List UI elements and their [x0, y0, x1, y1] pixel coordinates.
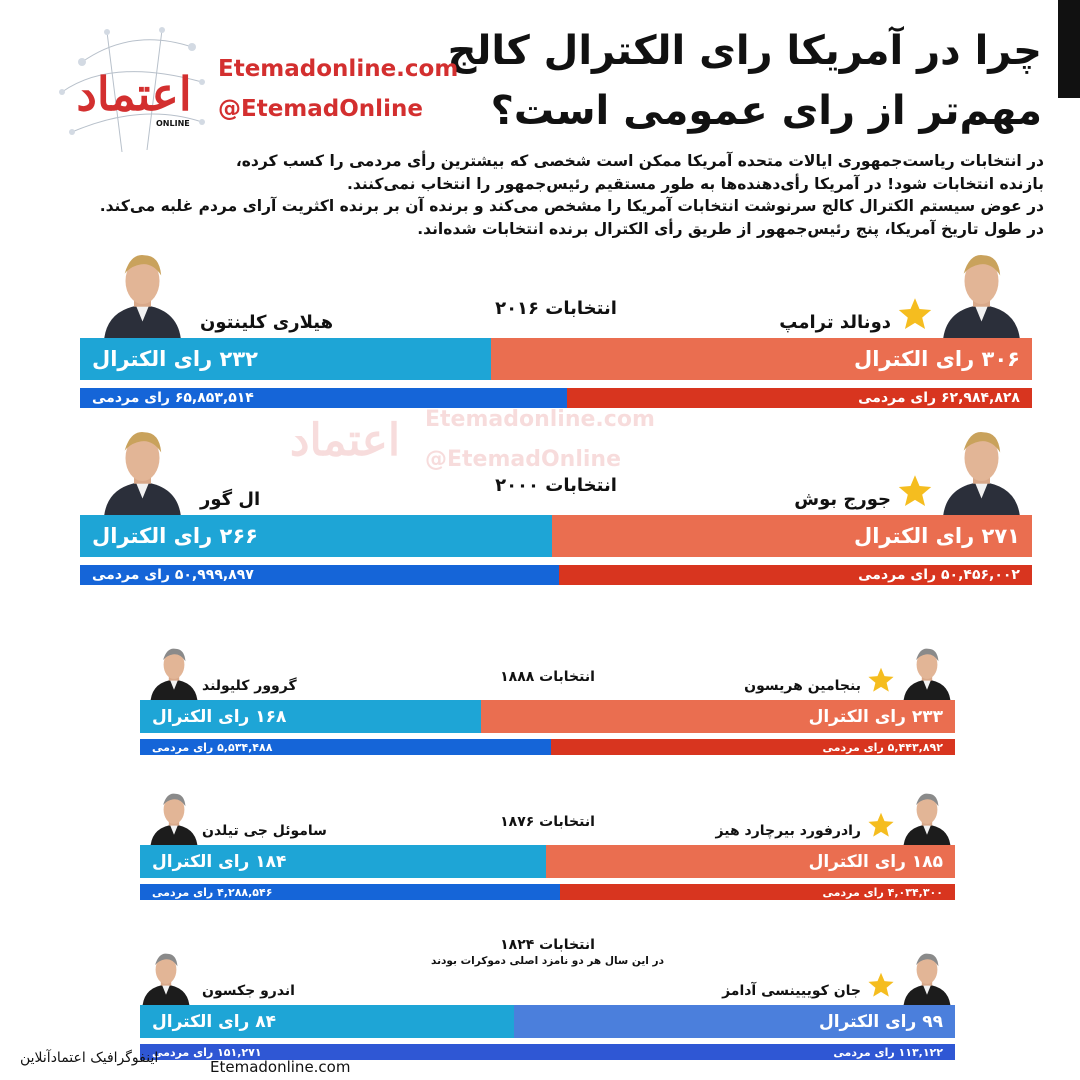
svg-text:اعتماد: اعتماد: [289, 415, 401, 466]
electoral-vote-bar: [140, 845, 955, 878]
loser-popular-bar: [80, 565, 559, 585]
site-url[interactable]: Etemadonline.com: [218, 56, 459, 82]
popular-vote-bar: [80, 388, 1032, 408]
title-accent-strip: [1058, 0, 1080, 98]
popular-vote-bar: [140, 739, 955, 755]
svg-text:ONLINE: ONLINE: [156, 119, 190, 128]
winner-electoral-label: ۲۳۳ رای الکترال: [808, 706, 943, 727]
loser-electoral-label: ۲۶۶ رای الکترال: [92, 524, 258, 548]
winner-popular-bar: [567, 388, 1032, 408]
winner-electoral-bar: [552, 515, 1032, 557]
winner-popular-bar: [606, 1044, 955, 1060]
loser-electoral-bar: [140, 845, 546, 878]
winner-popular-label: ۵,۴۴۳,۸۹۲ رای مردمی: [822, 740, 943, 754]
winner-popular-label: ۱۱۳,۱۲۲ رای مردمی: [833, 1045, 943, 1059]
loser-popular-label: ۵۰,۹۹۹,۸۹۷ رای مردمی: [92, 567, 254, 583]
footer-credit: اینفوگرافیک اعتمادآنلاین: [20, 1050, 159, 1066]
loser-electoral-label: ۱۶۸ رای الکترال: [152, 706, 287, 727]
watermark-handle: @EtemadOnline: [425, 447, 622, 472]
winner-popular-bar: [559, 565, 1032, 585]
winner-popular-bar: [560, 884, 955, 900]
winner-electoral-label: ۳۰۶ رای الکترال: [854, 347, 1020, 371]
winner-portrait: [901, 643, 953, 700]
election-year-label: انتخابات ۲۰۰۰: [495, 475, 617, 496]
election-0: [80, 248, 1032, 413]
social-handle[interactable]: @EtemadOnline: [218, 96, 423, 122]
election-1: [80, 425, 1032, 590]
winner-name: بنجامین هریسون: [744, 678, 861, 694]
footer-site[interactable]: Etemadonline.com: [210, 1058, 351, 1076]
election-year-label: انتخابات ۲۰۱۶: [495, 298, 617, 319]
loser-name: هیلاری کلینتون: [200, 312, 334, 333]
loser-name: اندرو جکسون: [202, 983, 295, 999]
winner-popular-label: ۶۲,۹۸۴,۸۲۸ رای مردمی: [858, 390, 1020, 406]
winner-popular-label: ۵۰,۴۵۶,۰۰۲ رای مردمی: [858, 567, 1020, 583]
loser-electoral-bar: [80, 338, 491, 380]
winner-popular-bar: [551, 739, 955, 755]
popular-vote-bar: [140, 884, 955, 900]
election-3: [140, 775, 955, 904]
intro-line-2: بازنده انتخابات شود! در آمریکا رأی‌دهنده‌ها به طور مستقیم رئیس‌جمهور را انتخاب نمی‌کنند.: [347, 174, 1044, 193]
electoral-vote-bar: [80, 338, 1032, 380]
winner-portrait: [939, 423, 1024, 515]
loser-portrait: [100, 423, 185, 515]
winner-portrait: [939, 246, 1024, 338]
winner-electoral-bar: [481, 700, 955, 733]
electoral-vote-bar: [80, 515, 1032, 557]
loser-portrait: [100, 246, 185, 338]
election-year-label: انتخابات ۱۸۲۴: [500, 937, 595, 953]
loser-electoral-label: ۸۴ رای الکترال: [152, 1011, 276, 1032]
winner-popular-label: ۴,۰۳۴,۳۰۰ رای مردمی: [822, 885, 943, 899]
page-title-line-2: مهم‌تر از رای عمومی است؟: [490, 88, 1042, 134]
loser-electoral-bar: [140, 700, 481, 733]
winner-electoral-label: ۲۷۱ رای الکترال: [854, 524, 1020, 548]
winner-electoral-bar: [491, 338, 1032, 380]
loser-name: گروور کلیولند: [202, 678, 297, 694]
etemad-logo: [52, 22, 212, 157]
winner-electoral-bar: [546, 845, 955, 878]
winner-name: جان کوییینسی آدامز: [722, 983, 861, 999]
winner-electoral-bar: [514, 1005, 955, 1038]
loser-popular-bar: [140, 884, 560, 900]
winner-star-icon: [897, 296, 933, 332]
loser-electoral-label: ۲۳۲ رای الکترال: [92, 347, 258, 371]
election-4: [140, 935, 955, 1064]
electoral-vote-bar: [140, 1005, 955, 1038]
loser-portrait: [140, 948, 192, 1005]
page-title-line-1: چرا در آمریکا رای الکترال کالج: [447, 28, 1042, 74]
winner-electoral-label: ۱۸۵ رای الکترال: [808, 851, 943, 872]
intro-line-3: در عوض سیستم الکترال کالج سرنوشت انتخابات آمریکا را مشخص می‌کند و برنده آن بر برنده اکثریت آرای مردم غلبه می‌کند.: [99, 197, 1044, 215]
loser-popular-bar: [140, 739, 551, 755]
watermark-site: Etemadonline.com: [425, 407, 655, 432]
loser-popular-label: ۵,۵۳۴,۴۸۸ رای مردمی: [152, 740, 273, 754]
loser-electoral-bar: [80, 515, 552, 557]
intro-paragraph: [34, 150, 1044, 240]
winner-electoral-label: ۹۹ رای الکترال: [818, 1011, 943, 1032]
loser-electoral-label: ۱۸۴ رای الکترال: [152, 851, 287, 872]
winner-portrait: [901, 948, 953, 1005]
election-note: در این سال هر دو نامزد اصلی دموکرات بودند: [431, 955, 664, 967]
loser-popular-label: ۴,۲۸۸,۵۴۶ رای مردمی: [152, 885, 273, 899]
popular-vote-bar: [80, 565, 1032, 585]
election-year-label: انتخابات ۱۸۷۶: [500, 814, 595, 830]
winner-name: جورج بوش: [794, 489, 891, 510]
loser-name: ال گور: [200, 489, 261, 510]
loser-portrait: [148, 788, 200, 845]
intro-line-4: در طول تاریخ آمریکا، پنج رئیس‌جمهور از طریق رأی الکترال برنده انتخابات شده‌اند.: [417, 219, 1044, 238]
loser-name: ساموئل جی تیلدن: [202, 823, 327, 839]
intro-line-1: در انتخابات ریاست‌جمهوری ایالات متحده آمریکا ممکن است شخصی که بیشترین رأی مردمی را کسب کرده،: [235, 152, 1044, 170]
winner-star-icon: [867, 971, 895, 999]
svg-text:اعتماد: اعتماد: [76, 67, 192, 121]
winner-star-icon: [867, 811, 895, 839]
loser-popular-label: ۶۵,۸۵۳,۵۱۴ رای مردمی: [92, 390, 254, 406]
loser-electoral-bar: [140, 1005, 514, 1038]
winner-name: دونالد ترامپ: [779, 312, 891, 333]
winner-star-icon: [867, 666, 895, 694]
electoral-vote-bar: [140, 700, 955, 733]
election-year-label: انتخابات ۱۸۸۸: [500, 669, 595, 685]
winner-star-icon: [897, 473, 933, 509]
winner-portrait: [901, 788, 953, 845]
loser-popular-label: ۱۵۱,۲۷۱ رای مردمی: [152, 1045, 262, 1059]
election-2: [140, 630, 955, 759]
winner-name: رادرفورد بیرچارد هیز: [715, 823, 861, 839]
loser-portrait: [148, 643, 200, 700]
loser-popular-bar: [80, 388, 567, 408]
